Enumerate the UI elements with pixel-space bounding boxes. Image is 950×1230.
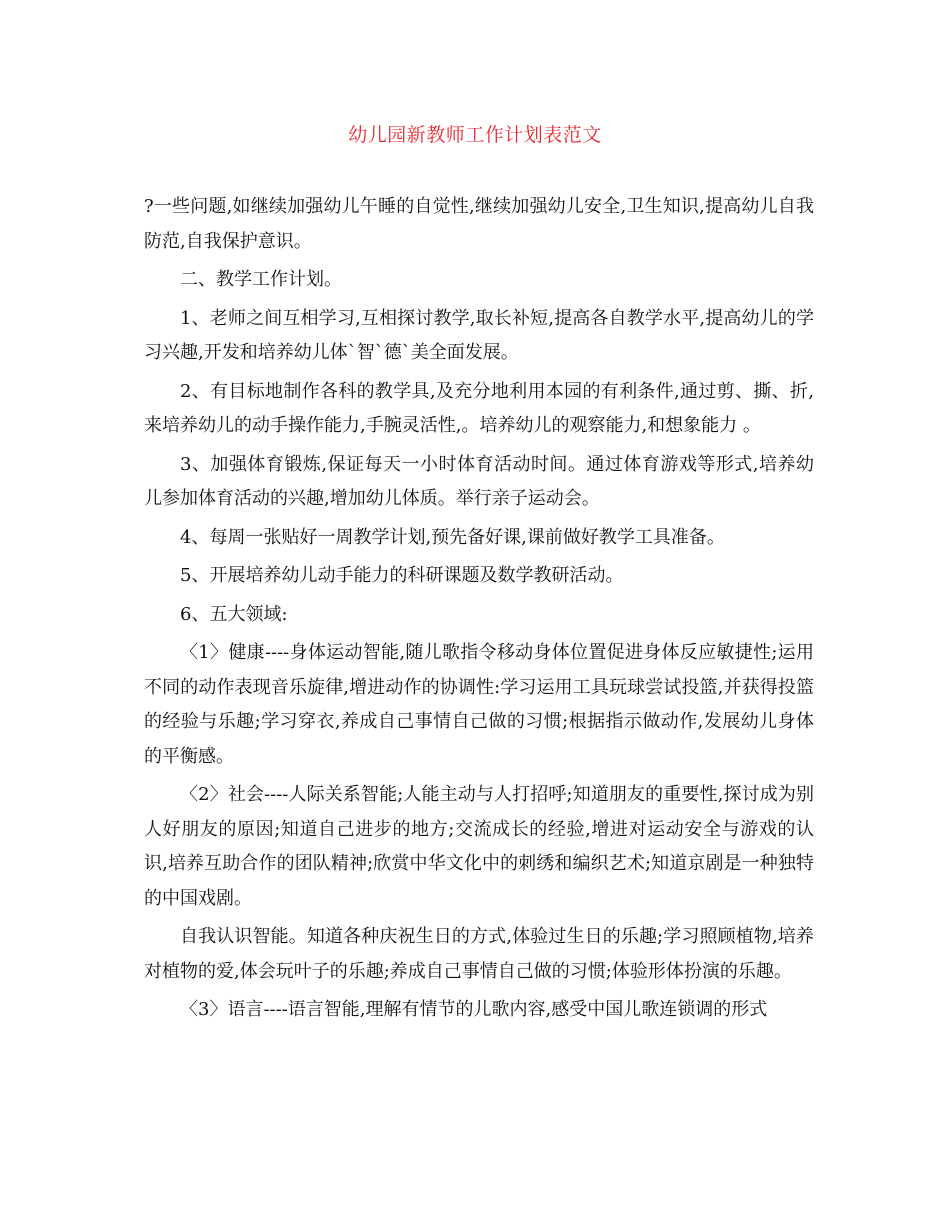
paragraph-item-3: 3、加强体育锻炼,保证每天一小时体育活动时间。通过体育游戏等形式,培养幼儿参加体育活动的兴趣,增加幼儿体质。举行亲子运动会。 xyxy=(144,453,814,509)
paragraph-language: 〈3〉语言----语言智能,理解有情节的儿歌内容,感受中国儿歌连锁调的形式 xyxy=(180,999,768,1020)
paragraph-intro: ?一些问题,如继续加强幼儿午睡的自觉性,继续加强幼儿安全,卫生知识,提高幼儿自我防范,自我保护意识。 xyxy=(144,196,814,252)
paragraph-social: 〈2〉社会----人际关系智能;人能主动与人打招呼;知道朋友的重要性,探讨成为别人好朋友的原因;知道自己进步的地方;交流成长的经验,增进对运动安全与游戏的认识,培养互助合作的团队精神;欣赏中华文化中的刺绣和编织艺术;知道京剧是一种独特的中国戏剧。 xyxy=(144,784,814,909)
paragraph-item-5: 5、开展培养幼儿动手能力的科研课题及数学教研活动。 xyxy=(180,565,624,586)
document-body xyxy=(144,190,814,1032)
document-title: 幼儿园新教师工作计划表范文 xyxy=(348,124,602,146)
section-heading-teaching-plan: 二、教学工作计划。 xyxy=(180,269,342,290)
paragraph-self-awareness: 自我认识智能。知道各种庆祝生日的方式,体验过生日的乐趣;学习照顾植物,培养对植物的爱,体会玩叶子的乐趣;养成自己事情自己做的习惯;体验形体扮演的乐趣。 xyxy=(144,926,814,982)
paragraph-health: 〈1〉健康----身体运动智能,随儿歌指令移动身体位置促进身体反应敏捷性;运用不同的动作表现音乐旋律,增进动作的协调性:学习运用工具玩球尝试投篮,并获得投篮的经验与乐趣;学习穿衣,养成自己事情自己做的习惯;根据指示做动作,发展幼儿身体的平衡感。 xyxy=(144,642,814,767)
paragraph-item-1: 1、老师之间互相学习,互相探讨教学,取长补短,提高各自教学水平,提高幼儿的学习兴趣,开发和培养幼儿体`智`德`美全面发展。 xyxy=(144,307,814,363)
paragraph-item-6: 6、五大领域: xyxy=(180,603,288,625)
paragraph-item-4: 4、每周一张贴好一周教学计划,预先备好课,课前做好教学工具准备。 xyxy=(180,526,725,548)
paragraph-item-2: 2、有目标地制作各科的教学具,及充分地利用本园的有利条件,通过剪、撕、折,来培养幼儿的动手操作能力,手腕灵活性,。培养幼儿的观察能力,和想象能力 。 xyxy=(144,380,814,436)
